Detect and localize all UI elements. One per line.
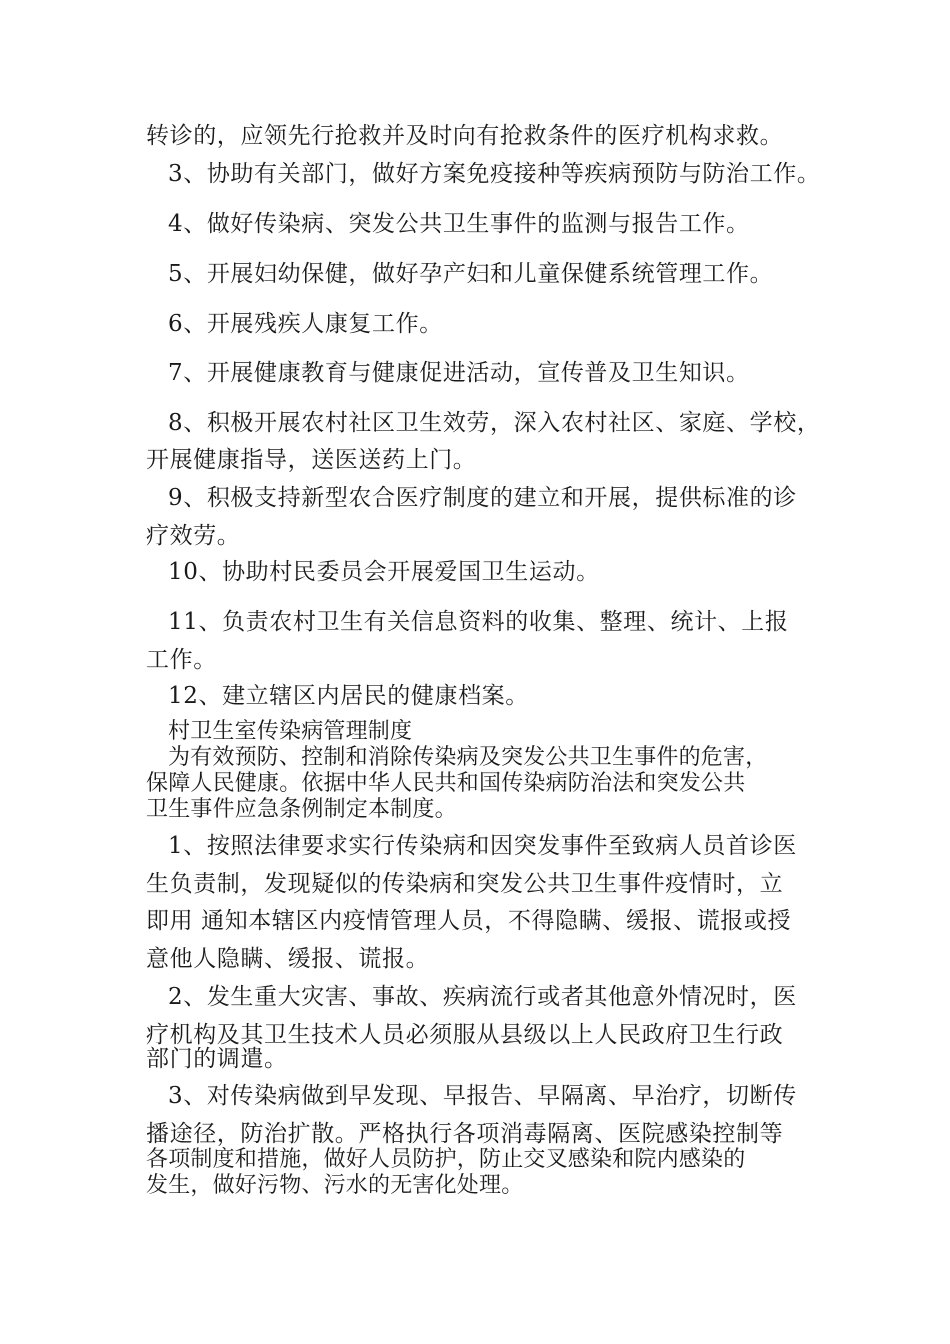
text-line: 2、发生重大灾害、事故、疾病流行或者其他意外情况时，医 — [168, 984, 797, 1010]
section-title: 村卫生室传染病管理制度 — [168, 719, 413, 744]
text-line: 疗效劳。 — [146, 523, 241, 549]
text-line: 播途径，防治扩散。严格执行各项消毒隔离、医院感染控制等 — [146, 1121, 784, 1147]
text-line: 工作。 — [146, 647, 217, 673]
text-line: 为有效预防、控制和消除传染病及突发公共卫生事件的危害， — [168, 745, 768, 770]
text-line: 1、按照法律要求实行传染病和因突发事件至致病人员首诊医 — [168, 833, 797, 859]
text-line: 部门的调遣。 — [146, 1046, 288, 1072]
text-line: 4、做好传染病、突发公共卫生事件的监测与报告工作。 — [168, 211, 750, 237]
text-line: 各项制度和措施，做好人员防护，防止交叉感染和院内感染的 — [146, 1147, 746, 1172]
text-line: 保障人民健康。依据中华人民共和国传染病防治法和突发公共 — [146, 771, 746, 796]
text-line: 疗机构及其卫生技术人员必须服从县级以上人民政府卫生行政 — [146, 1022, 784, 1048]
text-line: 6、开展残疾人康复工作。 — [168, 311, 443, 337]
text-line: 8、积极开展农村社区卫生效劳，深入农村社区、家庭、学校， — [168, 410, 821, 436]
text-line: 9、积极支持新型农合医疗制度的建立和开展，提供标准的诊 — [168, 485, 797, 511]
text-line: 即用 通知本辖区内疫情管理人员，不得隐瞒、缓报、谎报或授 — [146, 908, 792, 934]
text-line: 发生，做好污物、污水的无害化处理。 — [146, 1173, 524, 1198]
text-line: 3、协助有关部门，做好方案免疫接种等疾病预防与防治工作。 — [168, 161, 821, 187]
text-line: 10、协助村民委员会开展爱国卫生运动。 — [168, 559, 600, 585]
text-line: 11、负责农村卫生有关信息资料的收集、整理、统计、上报 — [168, 609, 789, 635]
text-line: 开展健康指导，送医送药上门。 — [146, 447, 477, 473]
text-line: 意他人隐瞒、缓报、谎报。 — [146, 946, 430, 972]
text-line: 3、对传染病做到早发现、早报告、早隔离、早治疗，切断传 — [168, 1083, 797, 1109]
text-line: 转诊的，应领先行抢救并及时向有抢救条件的医疗机构求救。 — [146, 123, 784, 149]
text-line: 生负责制，发现疑似的传染病和突发公共卫生事件疫情时，立 — [146, 871, 784, 897]
text-line: 卫生事件应急条例制定本制度。 — [146, 797, 457, 822]
text-line: 12、建立辖区内居民的健康档案。 — [168, 683, 529, 709]
text-line: 7、开展健康教育与健康促进活动，宣传普及卫生知识。 — [168, 360, 750, 386]
text-line: 5、开展妇幼保健，做好孕产妇和儿童保健系统管理工作。 — [168, 261, 774, 287]
